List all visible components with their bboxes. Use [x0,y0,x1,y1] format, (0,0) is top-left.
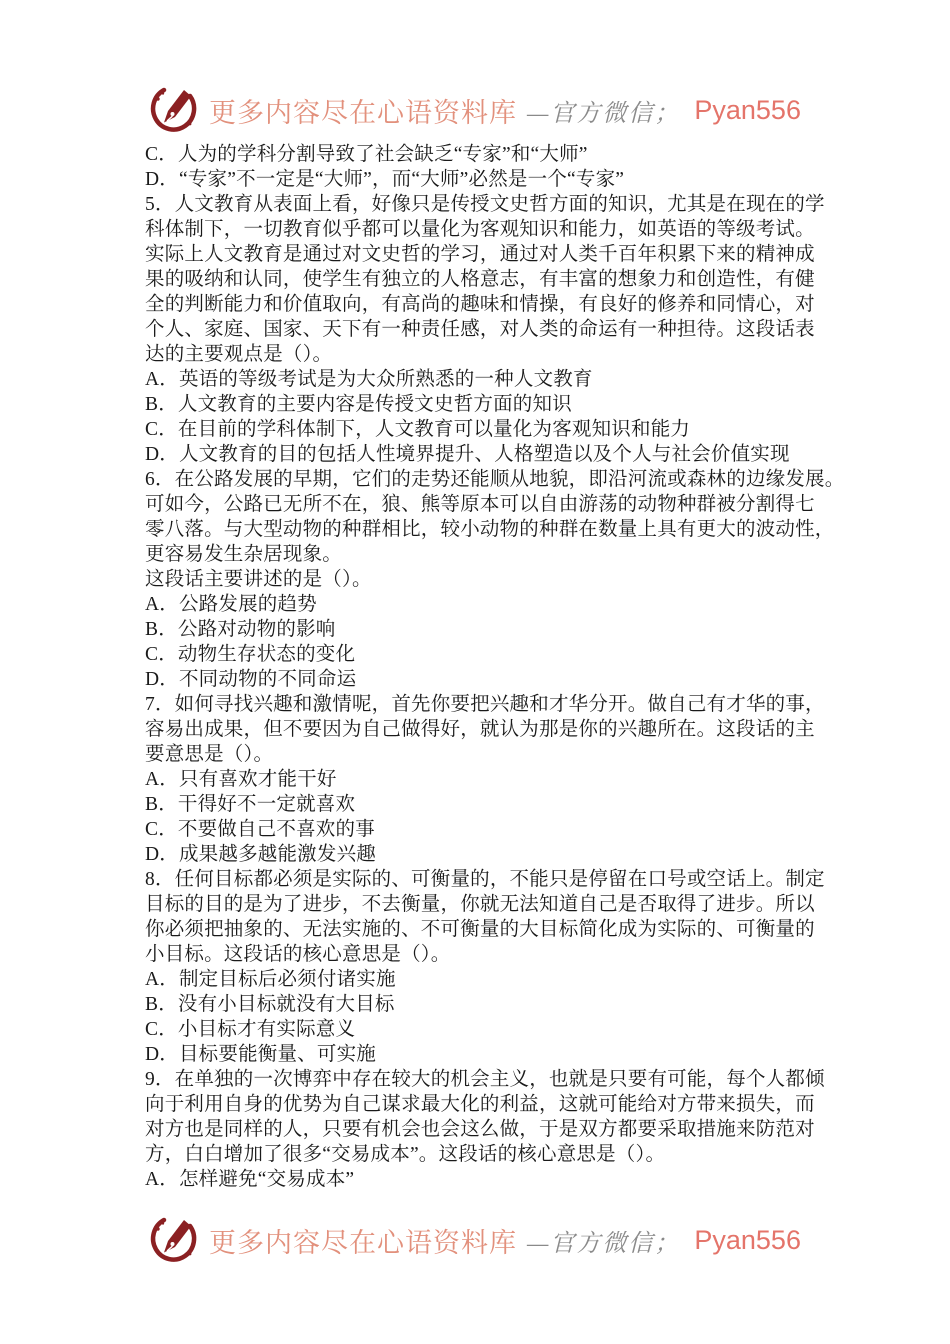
text-line: 方，白白增加了很多“交易成本”。这段话的核心意思是（）。 [145,1144,666,1165]
text-line: 这段话主要讲述的是（）。 [145,569,372,590]
watermark-wechat-label: —官方微信； [527,1230,681,1257]
page-footer-watermark [0,1213,950,1267]
text-line: 达的主要观点是（）。 [145,344,333,365]
watermark-brand-text: 更多内容尽在心语资料库 [209,97,518,128]
pen-swirl-icon [149,84,199,136]
text-line: A．只有喜欢才能干好 [145,769,337,790]
text-line: A．公路发展的趋势 [145,594,317,615]
text-line: 8．任何目标都必须是实际的、可衡量的，不能只是停留在口号或空话上。制定 [145,869,825,890]
text-line: C．人为的学科分割导致了社会缺乏“专家”和“大师” [145,144,588,165]
text-line: C．小目标才有实际意义 [145,1019,356,1040]
text-line: 实际上人文教育是通过对文史哲的学习，通过对人类千百年积累下来的精神成 [145,244,815,265]
text-line: 全的判断能力和价值取向，有高尚的趣味和情操，有良好的修养和同情心，对 [145,294,815,315]
document-text-block [145,142,845,1192]
text-line: 容易出成果，但不要因为自己做得好，就认为那是你的兴趣所在。这段话的主 [145,719,815,740]
text-line: D．成果越多越能激发兴趣 [145,844,376,865]
text-line: 对方也是同样的人，只要有机会也会这么做，于是双方都要采取措施来防范对 [145,1119,815,1140]
text-line: C．动物生存状态的变化 [145,644,356,665]
text-line: 7．如何寻找兴趣和激情呢，首先你要把兴趣和才华分开。做自己有才华的事， [145,694,825,715]
text-line: D．人文教育的目的包括人性境界提升、人格塑造以及个人与社会价值实现 [145,444,790,465]
text-line: 科体制下，一切教育似乎都可以量化为客观知识和能力，如英语的等级考试。 [145,219,815,240]
text-line: 可如今，公路已无所不在，狼、熊等原本可以自由游荡的动物种群被分割得七 [145,494,815,515]
text-line: A．怎样避免“交易成本” [145,1169,355,1190]
text-line: A．制定目标后必须付诸实施 [145,969,396,990]
text-line: 目标的目的是为了进步，不去衡量，你就无法知道自己是否取得了进步。所以 [145,894,815,915]
text-line: B．没有小目标就没有大目标 [145,994,395,1015]
text-line: B．干得好不一定就喜欢 [145,794,356,815]
text-line: 个人、家庭、国家、天下有一种责任感，对人类的命运有一种担待。这段话表 [145,319,815,340]
text-line: D．“专家”不一定是“大师”，而“大师”必然是一个“专家” [145,169,625,190]
text-line: 要意思是（）。 [145,744,274,765]
text-line: B．人文教育的主要内容是传授文史哲方面的知识 [145,394,572,415]
pen-swirl-icon [149,1214,199,1266]
text-line: 小目标。这段话的核心意思是（）。 [145,944,451,965]
text-line: D．不同动物的不同命运 [145,669,357,690]
text-line: 更容易发生杂居现象。 [145,544,343,565]
watermark-brand-text: 更多内容尽在心语资料库 [209,1227,518,1258]
text-line: 5．人文教育从表面上看，好像只是传授文史哲方面的知识，尤其是在现在的学 [145,194,825,215]
text-line: 6．在公路发展的早期，它们的走势还能顺从地貌，即沿河流或森林的边缘发展。 [145,469,845,490]
text-line: A．英语的等级考试是为大众所熟悉的一种人文教育 [145,369,593,390]
text-line: B．公路对动物的影响 [145,619,336,640]
text-line: C．在目前的学科体制下，人文教育可以量化为客观知识和能力 [145,419,691,440]
text-line: 向于利用自身的优势为自己谋求最大化的利益，这就可能给对方带来损失，而 [145,1094,815,1115]
text-line: 果的吸纳和认同，使学生有独立的人格意志，有丰富的想象力和创造性，有健 [145,269,815,290]
watermark-wechat-id: Pyan556 [694,1224,801,1255]
text-line: 9．在单独的一次博弈中存在较大的机会主义，也就是只要有可能，每个人都倾 [145,1069,825,1090]
text-line: C．不要做自己不喜欢的事 [145,819,375,840]
text-line: D．目标要能衡量、可实施 [145,1044,376,1065]
watermark-wechat-id: Pyan556 [694,94,801,125]
page-header-watermark [0,83,950,137]
text-line: 你必须把抽象的、无法实施的、不可衡量的大目标简化成为实际的、可衡量的 [145,919,815,940]
watermark-wechat-label: —官方微信； [527,100,681,127]
text-line: 零八落。与大型动物的种群相比，较小动物的种群在数量上具有更大的波动性， [145,519,835,540]
